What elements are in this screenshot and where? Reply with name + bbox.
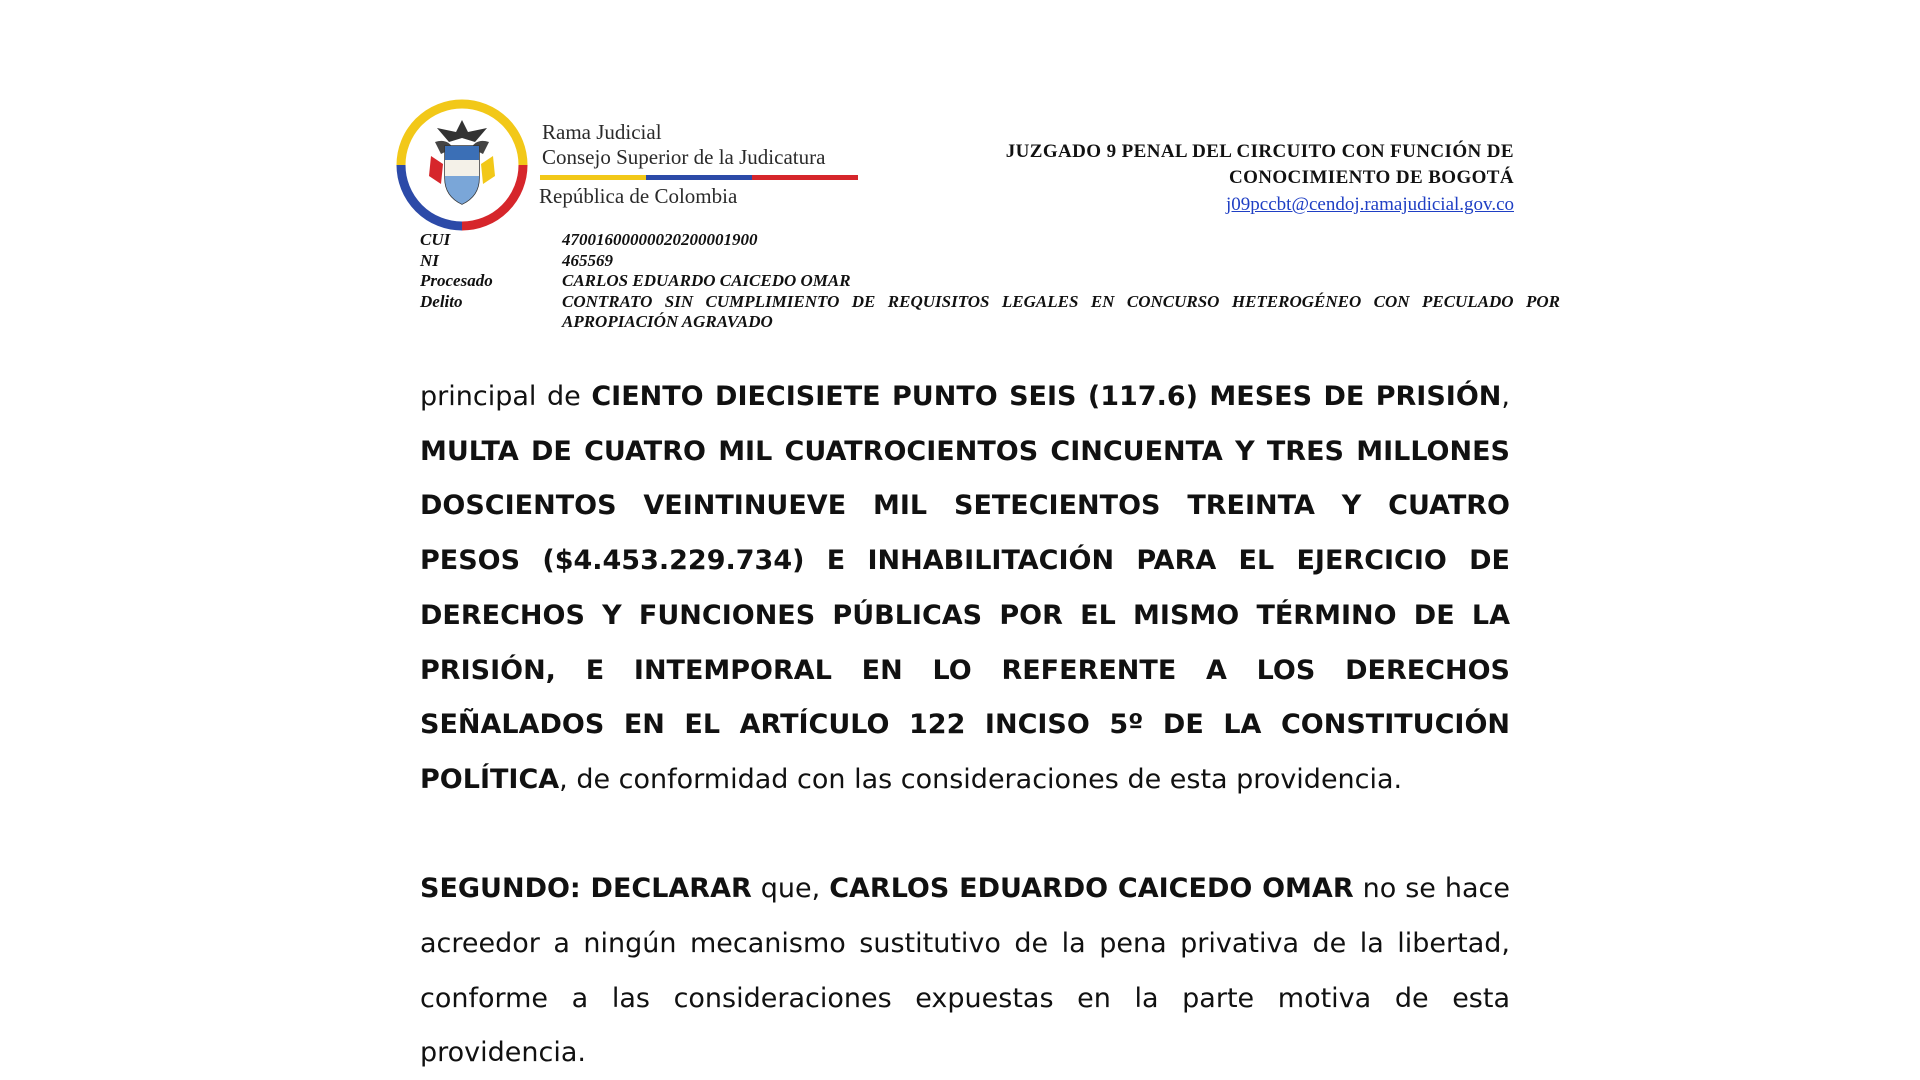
second-resolution-paragraph <box>420 862 1510 1080</box>
letterhead-line-3: República de Colombia <box>539 184 738 208</box>
processed-label: Procesado <box>420 271 493 290</box>
case-row-ni <box>420 251 1560 272</box>
cui-value: 47001600000020200001900 <box>562 230 758 249</box>
flag-stripe <box>540 175 858 180</box>
second-resolution-heading: SEGUNDO: DECLARAR <box>420 873 752 905</box>
ni-label: NI <box>420 250 439 270</box>
court-email-link[interactable]: j09pccbt@cendoj.ramajudicial.gov.co <box>1226 194 1514 215</box>
letterhead-line-2: Consejo Superior de la Judicatura <box>542 145 826 169</box>
case-row-crime <box>420 292 1560 333</box>
court-name <box>1006 139 1514 191</box>
case-details-table <box>420 230 1560 333</box>
processed-value: CARLOS EDUARDO CAICEDO OMAR <box>562 271 851 290</box>
sentence-paragraph <box>420 370 1510 808</box>
ruling-body <box>420 370 1510 1080</box>
case-row-cui <box>420 230 1560 251</box>
crime-value: CONTRATO SIN CUMPLIMIENTO DE REQUISITOS LEGALES EN CONCURSO HETEROGÉNEO CON PECULADO POR APROPIACIÓN AGRAVADO <box>562 291 1560 331</box>
ni-value: 465569 <box>562 250 613 270</box>
second-resolution-connector: que, <box>751 873 830 905</box>
court-name-line-2: CONOCIMIENTO DE BOGOTÁ <box>1228 167 1514 188</box>
case-row-processed <box>420 271 1560 292</box>
colombia-coat-of-arms-seal-icon <box>395 98 529 232</box>
prison-term: CIENTO DIECISIETE PUNTO SEIS (117.6) MESES DE PRISIÓN <box>591 381 1502 412</box>
sentence-separator: , <box>1501 381 1510 412</box>
second-resolution-text: no se hace acreedor a ningún mecanismo sustitutivo de la pena privativa de la libertad, conforme a las consideraciones expuestas en la parte motiva de esta providencia. <box>420 873 1510 1069</box>
letterhead-line-1: Rama Judicial <box>542 120 662 144</box>
sentence-intro: principal de <box>420 381 592 412</box>
defendant-name: CARLOS EDUARDO CAICEDO OMAR <box>829 873 1354 905</box>
crime-label: Delito <box>420 291 463 311</box>
fine-and-disqualification: MULTA DE CUATRO MIL CUATROCIENTOS CINCUENTA Y TRES MILLONES DOSCIENTOS VEINTINUEVE MIL SETECIENTOS TREINTA Y CUATRO PESOS ($4.453.229.734) E INHABILITACIÓN PARA EL EJERCICIO DE DERECHOS Y FUNCIONES PÚBLICAS POR EL MISMO TÉRMINO DE LA PRISIÓN, E INTEMPORAL EN LO REFERENTE A LOS DERECHOS SEÑALADOS EN EL ARTÍCULO 122 INCISO 5º DE LA CONSTITUCIÓN POLÍTICA <box>420 435 1510 795</box>
sentence-closing: , de conformidad con las consideraciones de esta providencia. <box>559 763 1403 795</box>
court-name-line-1: JUZGADO 9 PENAL DEL CIRCUITO CON FUNCIÓN DE <box>1005 141 1514 162</box>
judicial-branch-letterhead <box>539 120 862 209</box>
cui-label: CUI <box>420 230 451 249</box>
